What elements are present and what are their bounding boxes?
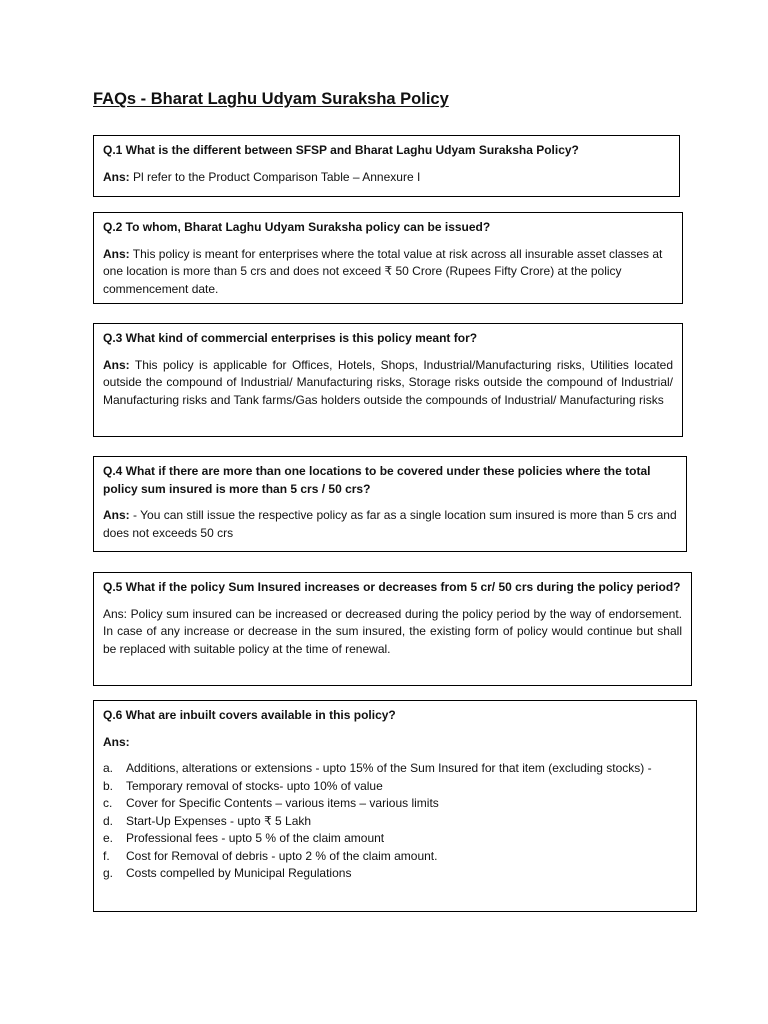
faq-question: Q.5 What if the policy Sum Insured increases or decreases from 5 cr/ 50 crs during the policy period? (103, 580, 681, 594)
answer-text: This policy is meant for enterprises where the total value at risk across all insurable asset classes at one location is more than 5 crs and does not exceed ₹ 50 Crore (Rupees Fifty Crore) at the policy commencement date. (103, 246, 663, 296)
list-item-text: Cost for Removal of debris - upto 2 % of the claim amount. (126, 848, 438, 863)
list-item (103, 778, 687, 796)
answer-label: Ans: (103, 734, 130, 749)
answer-text: This policy is applicable for Offices, Hotels, Shops, Industrial/Manufacturing risks, Utilities located outside the compound of Industrial/ Manufacturing risks, Storage risks outside the compound of Industrial/ Manufacturing risks and Tank farms/Gas holders outside the compounds of Industrial/ Manufacturing risks (103, 357, 673, 407)
faq-answer (103, 169, 670, 187)
list-item (103, 795, 687, 813)
list-marker: e. (103, 831, 114, 845)
list-marker: d. (103, 813, 114, 828)
list-marker: b. (103, 778, 114, 793)
faq-q3-box (93, 323, 683, 437)
faq-question: Q.4 What if there are more than one locations to be covered under these policies where the total policy sum insured is more than 5 crs / 50 crs? (103, 464, 651, 496)
faq-q5-box (93, 572, 692, 686)
faq-answer: Ans: Policy sum insured can be increased or decreased during the policy period by the way of endorsement. In case of any increase or decrease in the sum insured, the existing form of policy would continue but shall be replaced with suitable policy at the time of renewal. (103, 606, 682, 656)
list-marker: a. (103, 761, 114, 775)
faq-question: Q.6 What are inbuilt covers available in this policy? (103, 708, 396, 722)
faq-q6-box (93, 700, 697, 912)
list-item-text: Costs compelled by Municipal Regulations (126, 866, 352, 880)
faq-answer (103, 246, 673, 299)
faq-question: Q.2 To whom, Bharat Laghu Udyam Suraksha policy can be issued? (103, 220, 491, 234)
answer-text: - You can still issue the respective policy as far as a single location sum insured is more than 5 crs and does not exceeds 50 crs (103, 508, 677, 540)
page-title: FAQs - Bharat Laghu Udyam Suraksha Policy (93, 90, 449, 108)
list-item (103, 813, 687, 831)
faq-q2-box (93, 212, 683, 304)
faq-q1-box (93, 135, 680, 197)
faq-answer (103, 507, 677, 542)
faq-answer (103, 357, 673, 410)
list-item (103, 830, 687, 848)
answer-label: Ans: (103, 169, 130, 184)
faq-q4-box (93, 456, 687, 552)
list-marker: g. (103, 866, 114, 880)
list-marker: c. (103, 796, 113, 810)
list-item-text: Additions, alterations or extensions - upto 15% of the Sum Insured for that item (excluding stocks) - (126, 761, 652, 775)
list-item-text: Professional fees - upto 5 % of the claim amount (126, 831, 385, 845)
answer-text: Pl refer to the Product Comparison Table – Annexure I (129, 169, 421, 184)
list-item-text: Start-Up Expenses - upto ₹ 5 Lakh (126, 813, 312, 828)
faq-question: Q.3 What kind of commercial enterprises is this policy meant for? (103, 331, 478, 345)
list-marker: f. (103, 848, 110, 863)
answer-label: Ans: (103, 246, 130, 261)
list-item (103, 760, 687, 778)
list-item-text: Temporary removal of stocks- upto 10% of value (126, 778, 383, 793)
list-item (103, 865, 687, 883)
answer-label: Ans: (103, 508, 130, 522)
inbuilt-covers-list (103, 760, 687, 883)
answer-label: Ans: (103, 357, 130, 372)
faq-question: Q.1 What is the different between SFSP and Bharat Laghu Udyam Suraksha Policy? (103, 143, 579, 157)
list-item-text: Cover for Specific Contents – various items – various limits (126, 796, 439, 810)
list-item (103, 848, 687, 866)
